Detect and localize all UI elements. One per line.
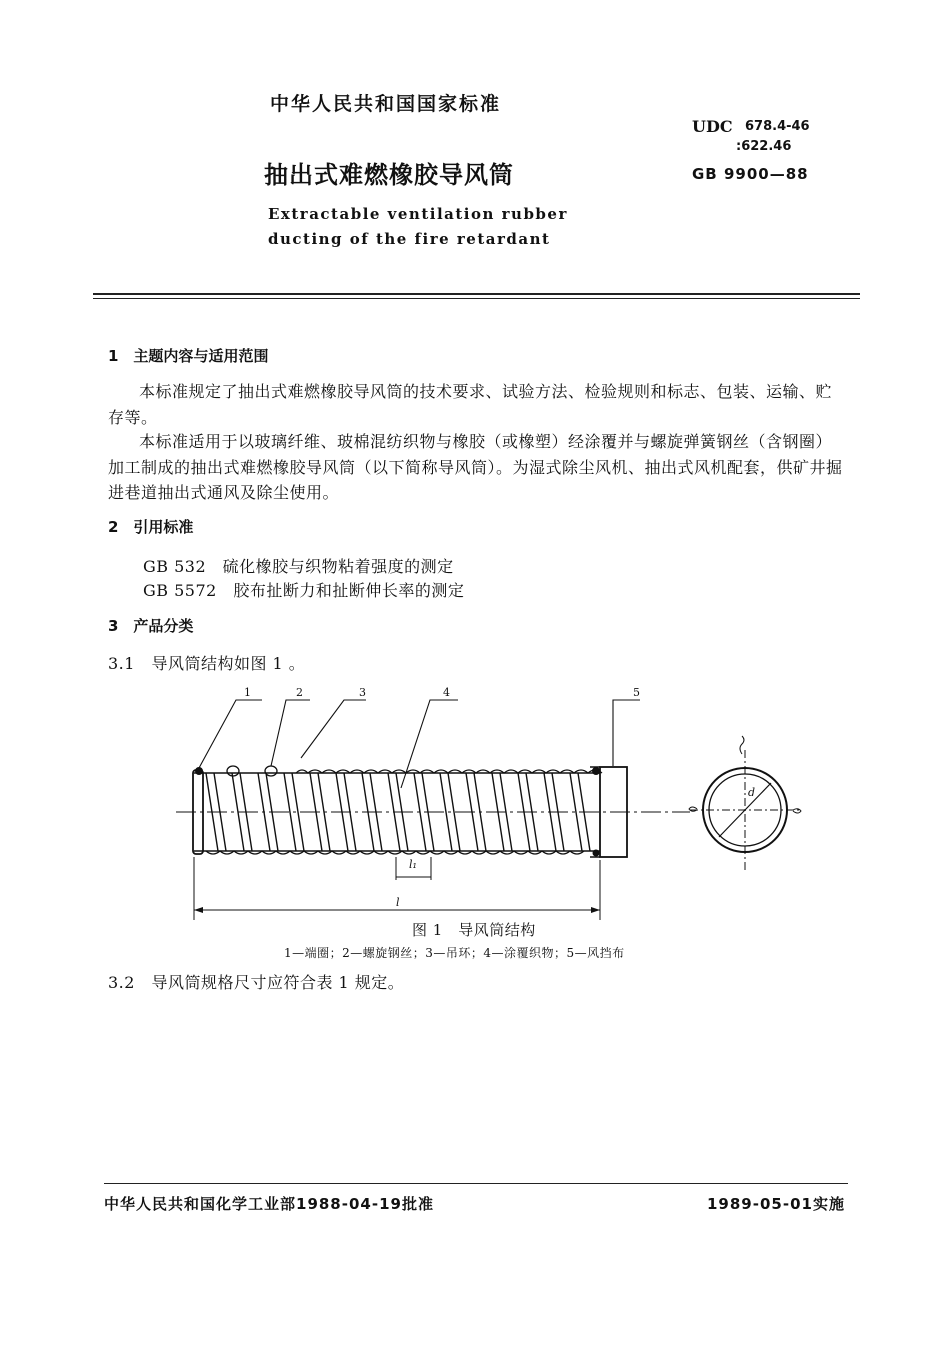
udc-code-2: :622.46 [736, 139, 792, 154]
reference-gb-532: GB 532 硫化橡胶与织物粘着强度的测定 [143, 557, 454, 576]
english-title-line-2: ducting of the fire retardant [268, 230, 551, 248]
section-1-paragraph-2-line-1: 本标准适用于以玻璃纤维、玻棉混纺织物与橡胶（或橡塑）经涂覆并与螺旋弹簧钢丝（含钢圈） [139, 432, 833, 451]
figure-label-5: 5 [633, 686, 640, 699]
figure-label-2: 2 [296, 686, 303, 699]
figure-1-caption: 图 1 导风筒结构 [412, 921, 536, 939]
section-1-paragraph-2-line-3: 进巷道抽出式通风及除尘使用。 [108, 483, 340, 502]
country-standard-title: 中华人民共和国国家标准 [270, 93, 502, 115]
figure-label-1: 1 [244, 686, 251, 699]
gb-number: GB 9900—88 [692, 165, 809, 183]
section-3-heading: 3 产品分类 [108, 617, 194, 635]
header-rule-bottom [93, 298, 860, 299]
figure-1-legend: 1—端圈；2—螺旋钢丝；3—吊环；4—涂覆织物；5—风挡布 [284, 946, 625, 960]
section-3-2-text: 3.2 导风筒规格尺寸应符合表 1 规定。 [108, 973, 405, 992]
diameter-d-label: d [748, 786, 756, 799]
english-title-line-1: Extractable ventilation rubber [268, 205, 568, 223]
header-rule-top [93, 293, 860, 295]
figure-label-3: 3 [359, 686, 366, 699]
section-3-1-text: 3.1 导风筒结构如图 1 。 [108, 654, 306, 673]
section-1-paragraph-2-line-2: 加工制成的抽出式难燃橡胶导风筒（以下简称导风筒）。为湿式除尘风机、抽出式风机配套，供矿井掘 [108, 458, 843, 477]
footer-rule [104, 1183, 848, 1184]
approval-note: 中华人民共和国化学工业部1988-04-19批准 [104, 1195, 434, 1213]
section-1-heading: 1 主题内容与适用范围 [108, 347, 269, 365]
section-2-heading: 2 引用标准 [108, 518, 194, 536]
section-1-paragraph-1-line-2: 存等。 [108, 408, 158, 427]
document-title: 抽出式难燃橡胶导风筒 [264, 161, 514, 189]
figure-label-4: 4 [443, 686, 450, 699]
udc-label: UDC [692, 117, 733, 136]
udc-code-1: 678.4-46 [745, 119, 810, 134]
reference-gb-5572: GB 5572 胶布扯断力和扯断伸长率的测定 [143, 581, 465, 600]
dimension-l1-label: l₁ [409, 858, 417, 871]
section-1-paragraph-1-line-1: 本标准规定了抽出式难燃橡胶导风筒的技术要求、试验方法、检验规则和标志、包装、运输、贮 [139, 382, 833, 401]
effective-date: 1989-05-01实施 [707, 1195, 845, 1213]
dimension-l-label: l [396, 896, 400, 909]
